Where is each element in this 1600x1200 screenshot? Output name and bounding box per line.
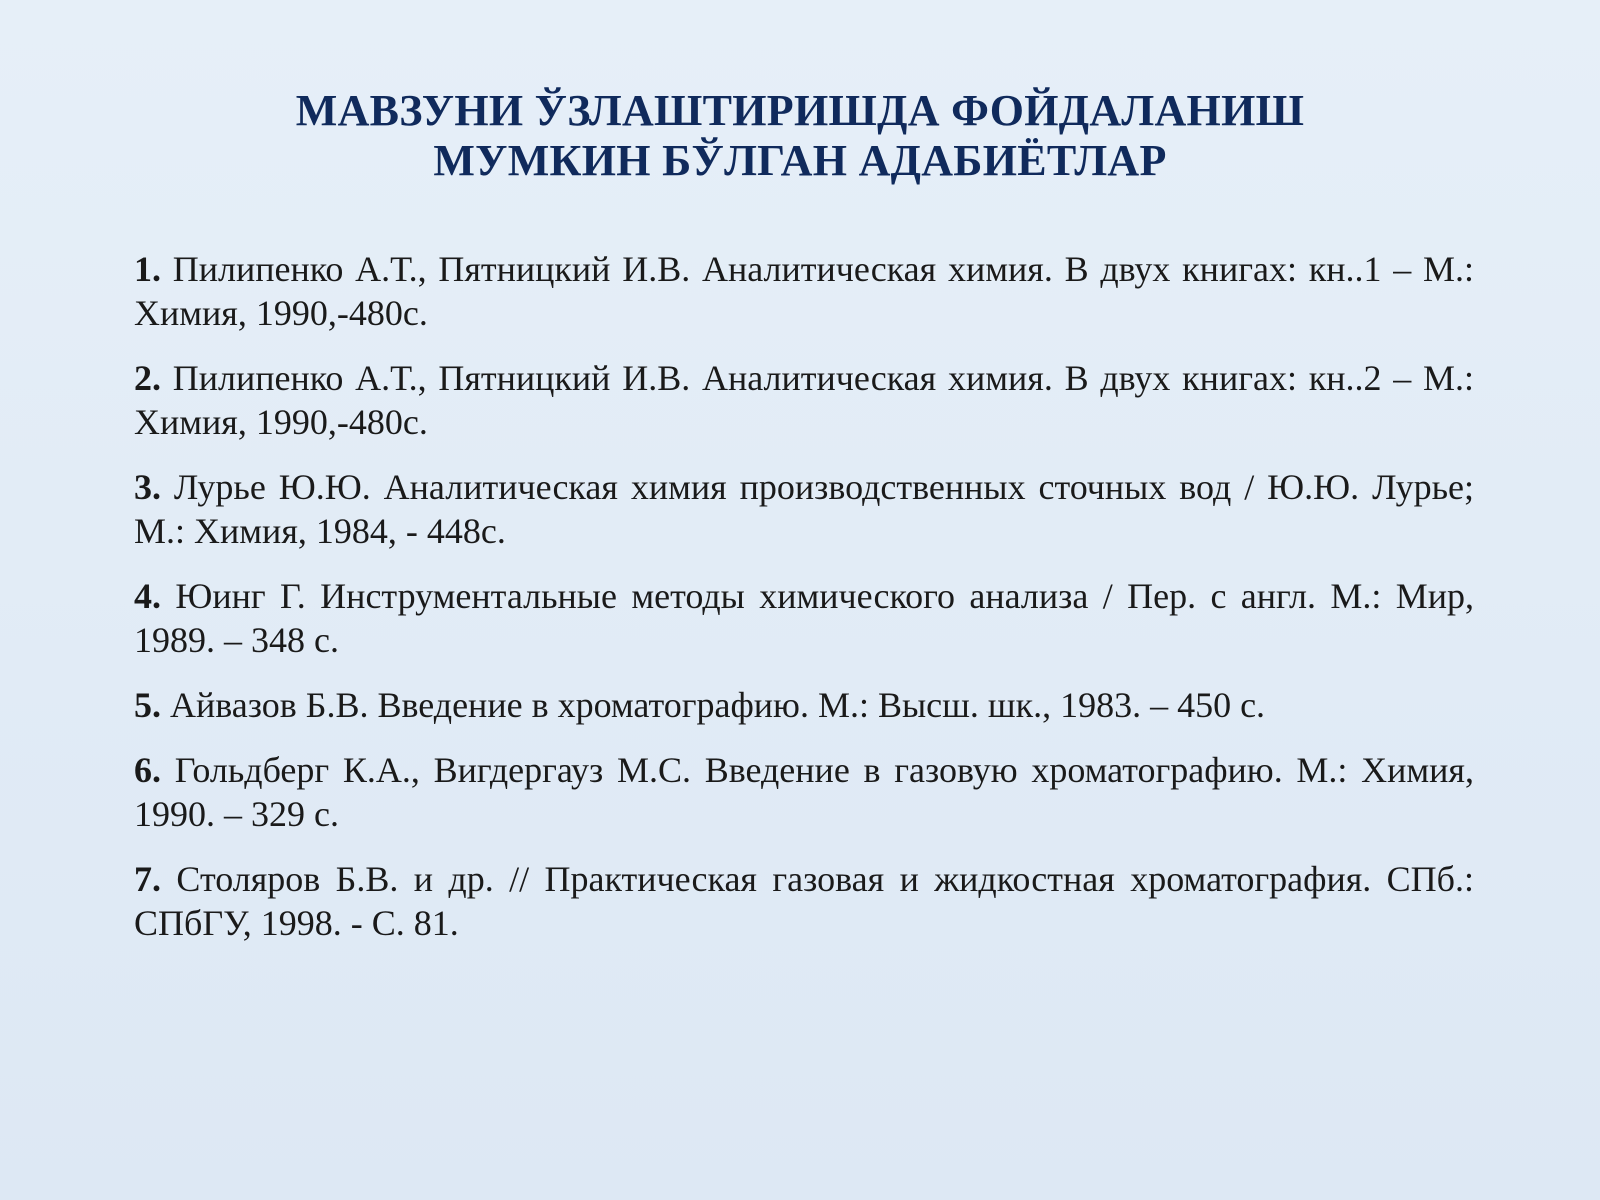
reference-text: Пилипенко А.Т., Пятницкий И.В. Аналитическая химия. В двух книгах: кн..1 – М.: Химия, 1990,-480с. — [134, 249, 1474, 333]
title-line-2: МУМКИН БЎЛГАН АДАБИЁТЛАР — [433, 136, 1167, 185]
slide-title — [140, 86, 1460, 186]
reference-text: Гольдберг К.А., Вигдергауз М.С. Введение в газовую хроматографию. М.: Химия, 1990. – 329 с. — [134, 750, 1474, 834]
reference-item-1 — [134, 247, 1474, 335]
reference-text: Айвазов Б.В. Введение в хроматографию. М.: Высш. шк., 1983. – 450 с. — [161, 685, 1266, 725]
reference-number: 5. — [134, 685, 161, 725]
reference-item-7 — [134, 857, 1474, 945]
reference-number: 6. — [134, 750, 161, 790]
reference-item-6 — [134, 748, 1474, 836]
reference-number: 3. — [134, 467, 161, 507]
reference-text: Пилипенко А.Т., Пятницкий И.В. Аналитическая химия. В двух книгах: кн..2 – М.: Химия, 1990,-480с. — [134, 358, 1474, 442]
reference-number: 4. — [134, 576, 161, 616]
reference-item-2 — [134, 356, 1474, 444]
reference-number: 7. — [134, 859, 161, 899]
reference-text: Лурье Ю.Ю. Аналитическая химия производственных сточных вод / Ю.Ю. Лурье; М.: Химия, 1984, - 448с. — [134, 467, 1474, 551]
title-line-1: МАВЗУНИ ЎЗЛАШТИРИШДА ФОЙДАЛАНИШ — [295, 86, 1305, 135]
reference-list — [134, 247, 1474, 966]
reference-item-3 — [134, 465, 1474, 553]
reference-item-4 — [134, 574, 1474, 662]
reference-number: 1. — [134, 249, 161, 289]
reference-item-5 — [134, 683, 1474, 727]
reference-text: Столяров Б.В. и др. // Практическая газовая и жидкостная хроматография. СПб.: СПбГУ, 1998. - С. 81. — [134, 859, 1474, 943]
reference-text: Юинг Г. Инструментальные методы химического анализа / Пер. с англ. М.: Мир, 1989. – 348 с. — [134, 576, 1474, 660]
reference-number: 2. — [134, 358, 161, 398]
